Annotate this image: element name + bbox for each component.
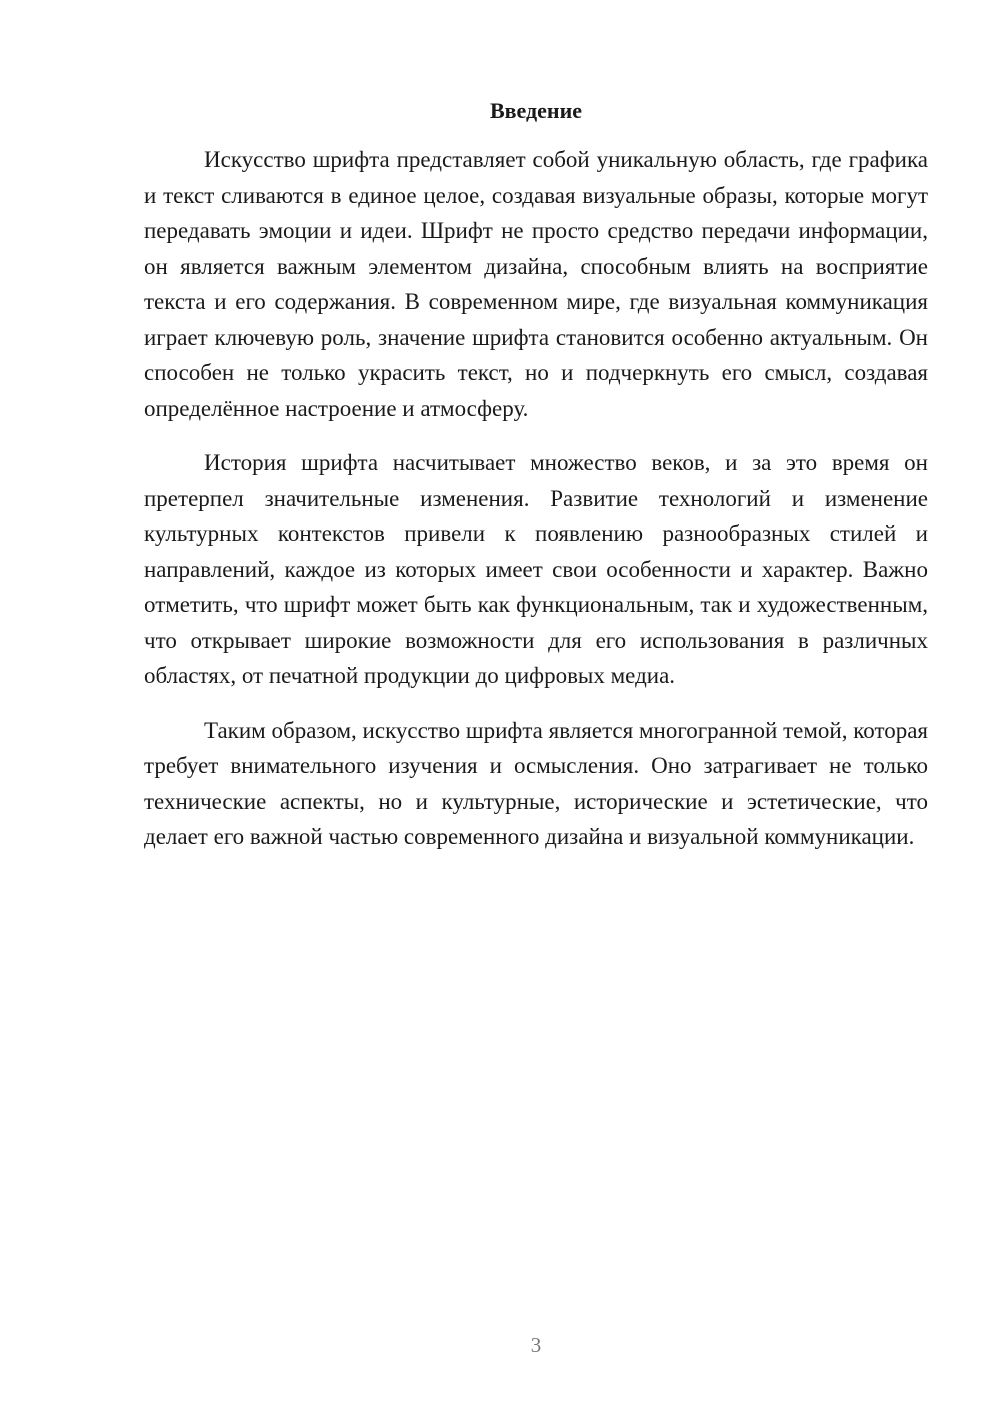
body-text — [144, 142, 928, 874]
page-number: 3 — [530, 1333, 542, 1357]
paragraph-3: Таким образом, искусство шрифта является многогранной темой, которая требует внимательного изучения и осмысления. Оно затрагивает не только технические аспекты, но и культурные, исторические и эстетические, что делает его важной частью современного дизайна и визуальной коммуникации. — [144, 717, 928, 849]
paragraph-2: История шрифта насчитывает множество веков, и за это время он претерпел значительные изменения. Развитие технологий и изменение культурных контекстов привели к появлению разнообразных стилей и направлений, каждое из которых имеет свои особенности и характер. Важно отметить, что шрифт может быть как функциональным, так и художественным, что открывает широкие возможности для его использования в различных областях, от печатной продукции до цифровых медиа. — [144, 450, 928, 688]
section-heading: Введение — [489, 98, 583, 123]
paragraph-1: Искусство шрифта представляет собой уникальную область, где графика и текст сливаются в единое целое, создавая визуальные образы, которые могут передавать эмоции и идеи. Шрифт не просто средство передачи информации, он является важным элементом дизайна, способным влиять на восприятие текста и его содержания. В современном мире, где визуальная коммуникация играет ключевую роль, значение шрифта становится особенно актуальным. Он способен не только украсить текст, но и подчеркнуть его смысл, создавая определённое настроение и атмосферу. — [144, 147, 928, 421]
